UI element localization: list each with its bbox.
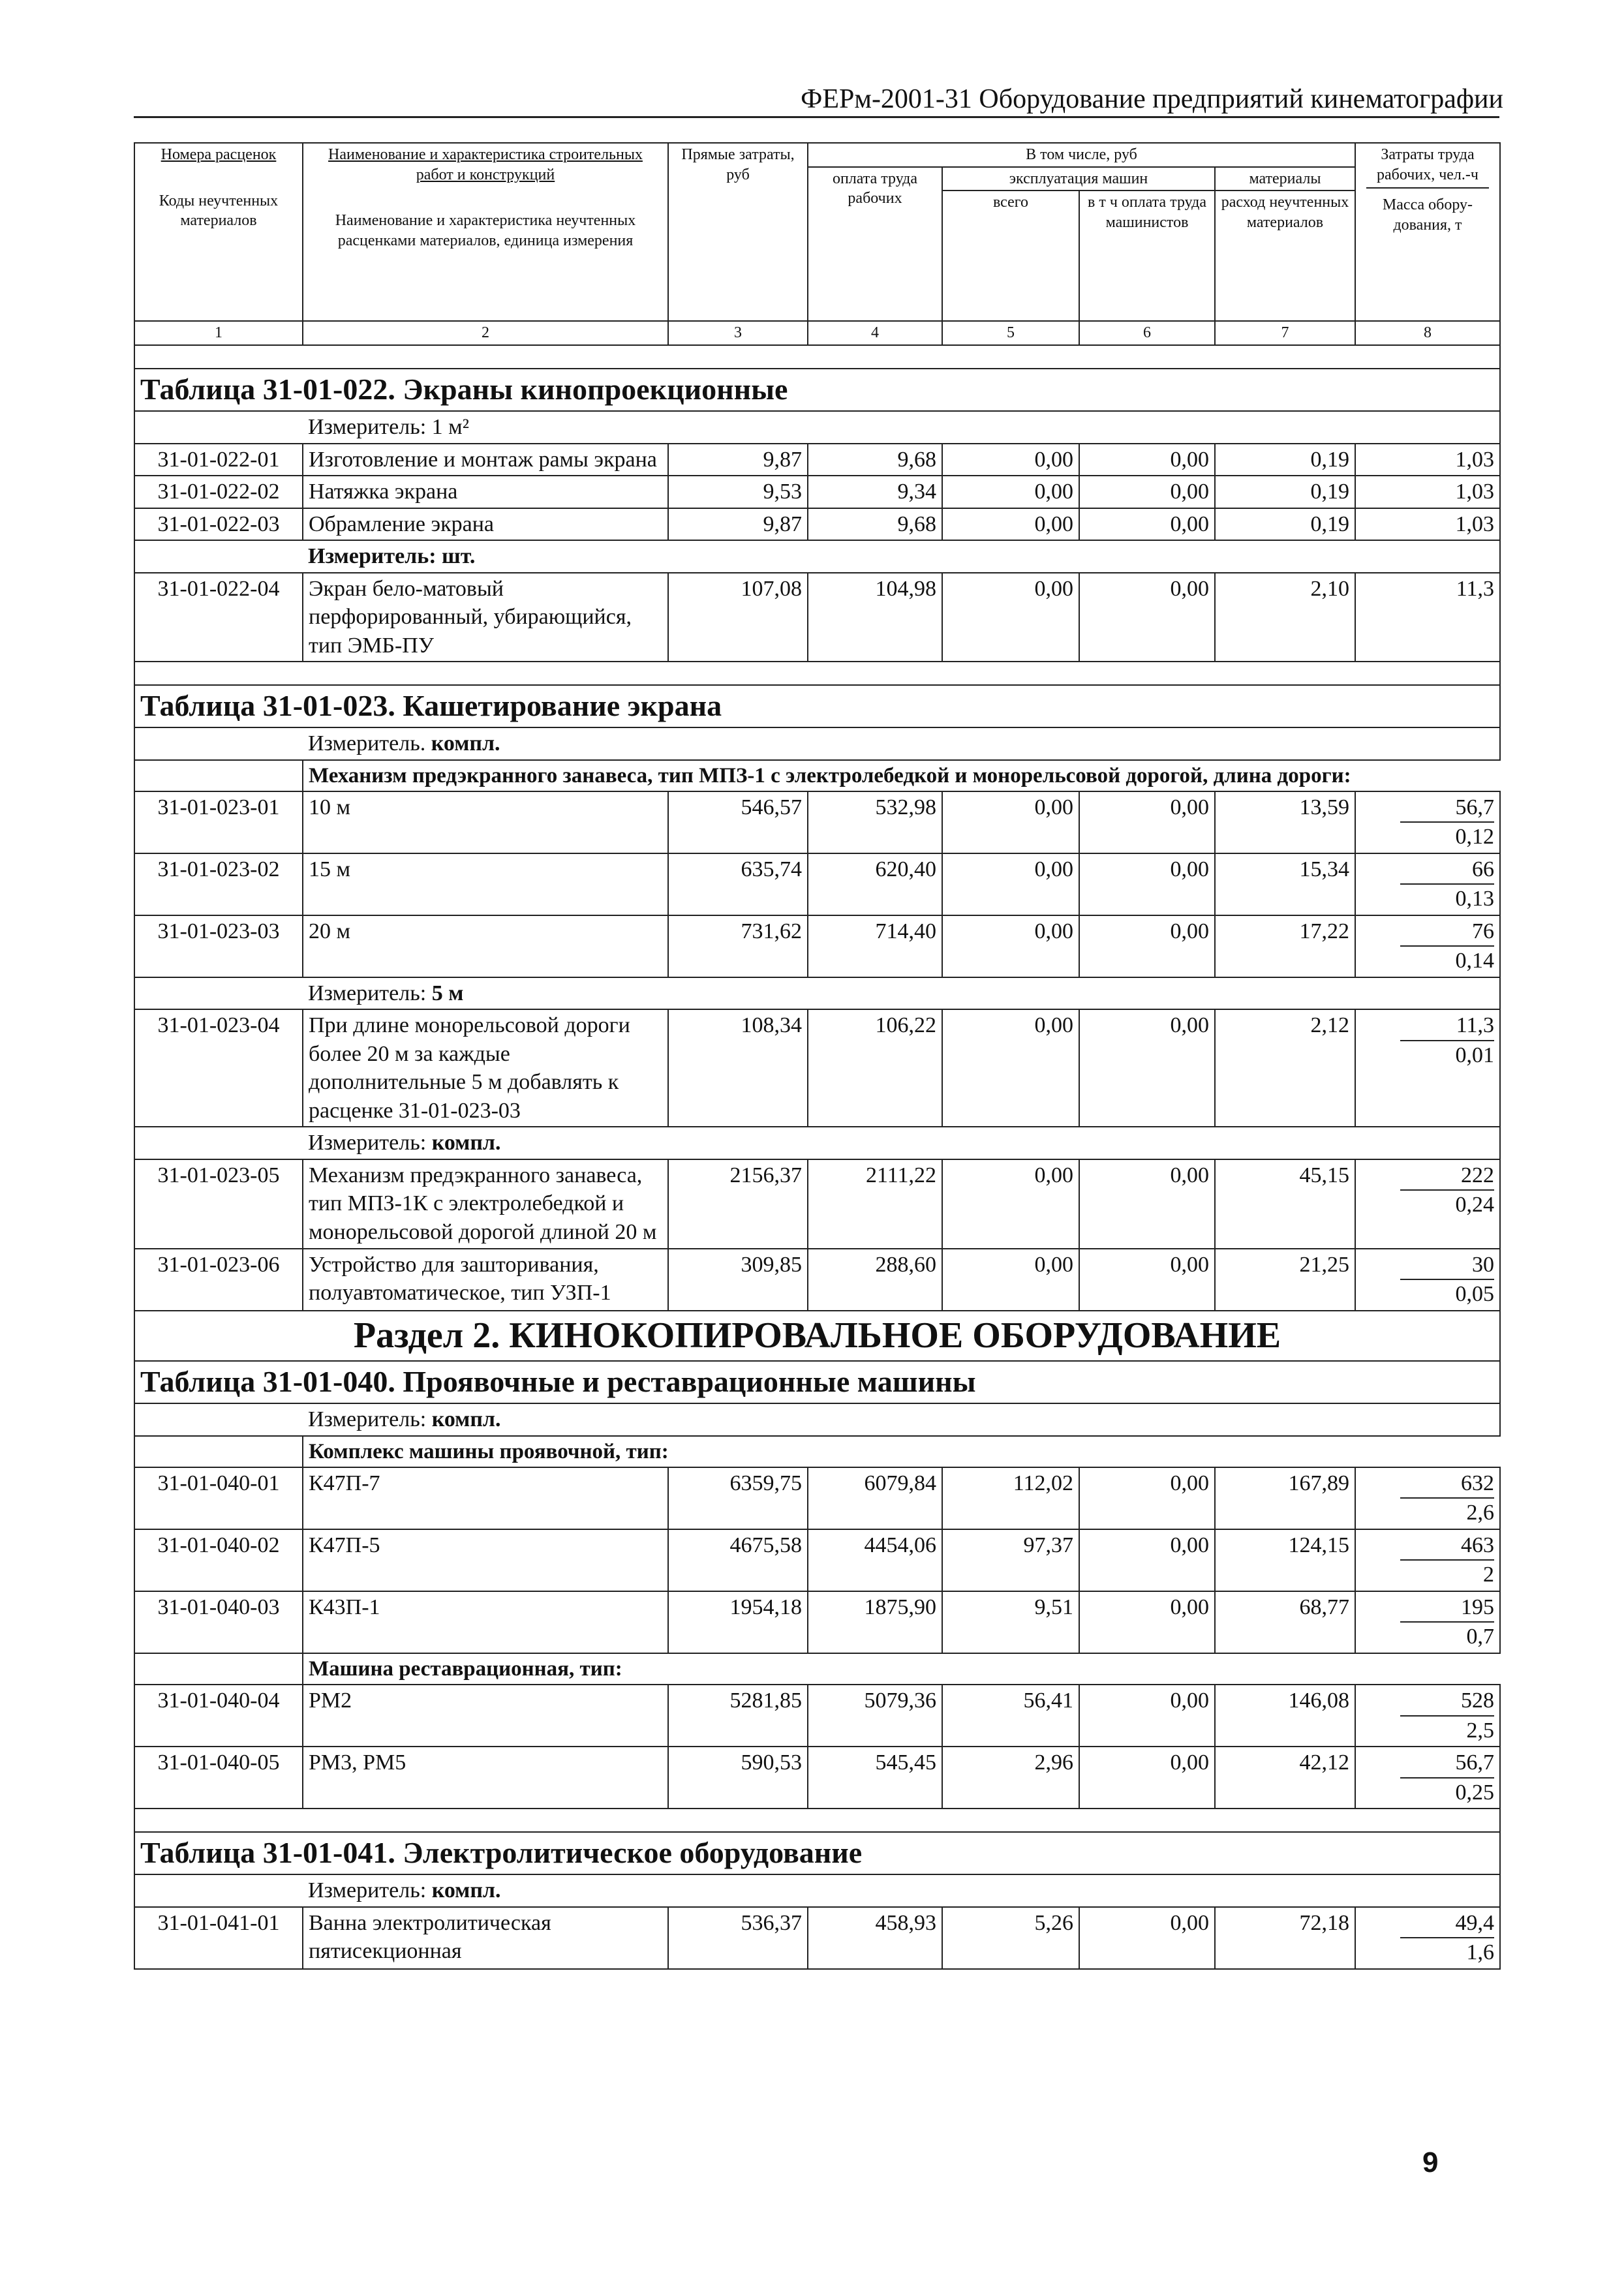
grp-blank: [134, 1436, 303, 1467]
cell-c3: 5281,85: [668, 1685, 808, 1747]
cell-c7: 42,12: [1215, 1747, 1355, 1809]
cell-c8: 1,03: [1355, 476, 1500, 508]
t041-rows: [134, 1907, 1500, 1969]
colnum: 5: [942, 321, 1079, 345]
t022-rows: [134, 444, 1500, 662]
cell-c8: 11,3: [1355, 573, 1500, 662]
rate-name: К47П-5: [303, 1529, 668, 1591]
measure-prefix: Измеритель:: [308, 1407, 427, 1432]
measure-unit: компл.: [431, 1878, 501, 1903]
table-title-022: Таблица 31-01-022. Экраны кинопроекционные: [134, 369, 1500, 411]
cell-c8: 1,03: [1355, 508, 1500, 541]
cell-c5: 112,02: [942, 1467, 1079, 1529]
table-title-023: Таблица 31-01-023. Кашетирование экрана: [134, 685, 1500, 727]
table-row: [134, 1467, 1500, 1529]
cell-c6: 0,00: [1079, 791, 1215, 853]
measure-unit: компл.: [431, 1131, 501, 1155]
cell-c7: 146,08: [1215, 1685, 1355, 1747]
table-row: [134, 853, 1500, 915]
rate-name: Экран бело-матовый перфорированный, убирающийся, тип ЭМБ-ПУ: [303, 573, 668, 662]
cell-c6: 0,00: [1079, 573, 1215, 662]
exp-header: эксплуатация машин: [942, 167, 1215, 191]
labor-value: 463: [1400, 1531, 1494, 1561]
col1-top: Номера расценок: [161, 146, 277, 163]
col4-header: оплата труда рабочих: [808, 167, 942, 322]
rate-code: 31-01-040-02: [134, 1529, 303, 1591]
spacer: [134, 1809, 1500, 1832]
table-row: [134, 915, 1500, 977]
cell-c8: 1,03: [1355, 444, 1500, 476]
cell-c5: 56,41: [942, 1685, 1079, 1747]
cell-c6: 0,00: [1079, 1685, 1215, 1747]
rate-name: При длине монорельсовой дороги более 20 м за каждые дополнительные 5 м добавлять к расценке 31-01-023-03: [303, 1009, 668, 1127]
rate-name: Натяжка экрана: [303, 476, 668, 508]
cell-c5: 0,00: [942, 853, 1079, 915]
rate-code: 31-01-022-01: [134, 444, 303, 476]
col2-top: Наименование и характеристика строительных работ и конструкций: [328, 146, 643, 183]
cell-c5: 0,00: [942, 915, 1079, 977]
group-label-040-2: Машина реставрационная, тип:: [303, 1653, 1500, 1685]
cell-c7: 15,34: [1215, 853, 1355, 915]
cell-c7: 13,59: [1215, 791, 1355, 853]
rate-code: 31-01-023-01: [134, 791, 303, 853]
cell-c4: 9,34: [808, 476, 942, 508]
cell-c8: [1355, 1591, 1500, 1653]
cell-c7: 0,19: [1215, 476, 1355, 508]
cell-c6: 0,00: [1079, 915, 1215, 977]
meas-blank: [134, 1874, 303, 1907]
table-row: [134, 444, 1500, 476]
table-row: [134, 1249, 1500, 1311]
cell-c5: 9,51: [942, 1591, 1079, 1653]
colnum: 2: [303, 321, 668, 345]
cell-c8: [1355, 791, 1500, 853]
col5-header: всего: [942, 191, 1079, 321]
cell-c3: 731,62: [668, 915, 808, 977]
rate-code: 31-01-040-04: [134, 1685, 303, 1747]
mass-value: 0,14: [1455, 949, 1494, 973]
cell-c3: 635,74: [668, 853, 808, 915]
cell-c4: 288,60: [808, 1249, 942, 1311]
labor-value: 66: [1400, 855, 1494, 885]
cell-c3: 9,87: [668, 508, 808, 541]
col1-header: [134, 143, 303, 321]
measure-023-2: [303, 977, 1500, 1010]
table-row: [134, 1159, 1500, 1249]
cell-c4: 106,22: [808, 1009, 942, 1127]
measure-prefix: Измеритель:: [308, 1878, 427, 1903]
mass-value: 0,05: [1455, 1282, 1494, 1307]
cell-c5: 97,37: [942, 1529, 1079, 1591]
measure-022-1: Измеритель: 1 м²: [303, 411, 1500, 444]
header-row-1: [134, 143, 1500, 167]
cell-c7: 45,15: [1215, 1159, 1355, 1249]
cell-c3: 4675,58: [668, 1529, 808, 1591]
colnum: 8: [1355, 321, 1500, 345]
cell-c4: 458,93: [808, 1907, 942, 1969]
cell-c5: 0,00: [942, 1159, 1079, 1249]
cell-c4: 6079,84: [808, 1467, 942, 1529]
table-row: [134, 1009, 1500, 1127]
colnum: 6: [1079, 321, 1215, 345]
cell-c6: 0,00: [1079, 508, 1215, 541]
meas-blank: [134, 977, 303, 1010]
group-label-023: Механизм предэкранного занавеса, тип МПЗ-1 с электролебедкой и монорельсовой дорогой, длина дороги:: [303, 760, 1500, 791]
measure-unit: 5 м: [431, 981, 464, 1005]
mass-value: 0,7: [1466, 1625, 1494, 1649]
meas-blank: [134, 1127, 303, 1159]
cell-c3: 536,37: [668, 1907, 808, 1969]
cell-c5: 0,00: [942, 476, 1079, 508]
cell-c8: [1355, 1249, 1500, 1311]
cell-c7: 21,25: [1215, 1249, 1355, 1311]
cell-c7: 2,12: [1215, 1009, 1355, 1127]
meas-blank: [134, 411, 303, 444]
rate-code: 31-01-040-05: [134, 1747, 303, 1809]
mass-value: 0,24: [1455, 1193, 1494, 1217]
measure-prefix: Измеритель:: [308, 1131, 427, 1155]
spacer: [134, 345, 1500, 369]
group-header: В том числе, руб: [808, 143, 1355, 167]
rate-code: 31-01-040-01: [134, 1467, 303, 1529]
table-row: [134, 1685, 1500, 1747]
rate-code: 31-01-040-03: [134, 1591, 303, 1653]
cell-c3: 9,53: [668, 476, 808, 508]
mass-value: 0,12: [1455, 825, 1494, 849]
mass-value: 1,6: [1466, 1940, 1494, 1965]
cell-c3: 6359,75: [668, 1467, 808, 1529]
rates-table: [134, 142, 1501, 1970]
cell-c8: [1355, 1009, 1500, 1127]
rate-code: 31-01-022-02: [134, 476, 303, 508]
rate-name: РМ2: [303, 1685, 668, 1747]
cell-c3: 590,53: [668, 1747, 808, 1809]
mat-header: материалы: [1215, 167, 1355, 191]
measure-041-1: [303, 1874, 1500, 1907]
rate-code: 31-01-023-05: [134, 1159, 303, 1249]
colnum: 7: [1215, 321, 1355, 345]
cell-c3: 546,57: [668, 791, 808, 853]
table-row: [134, 573, 1500, 662]
cell-c3: 108,34: [668, 1009, 808, 1127]
labor-value: 30: [1400, 1251, 1494, 1281]
rate-name: Ванна электролитическая пятисекционная: [303, 1907, 668, 1969]
col8-top: Затраты труда рабочих, чел.-ч: [1366, 145, 1489, 189]
section-title: Раздел 2. КИНОКОПИРОВАЛЬНОЕ ОБОРУДОВАНИЕ: [134, 1311, 1500, 1362]
group-label-040-1: Комплекс машины проявочной, тип:: [303, 1436, 1500, 1467]
cell-c3: 309,85: [668, 1249, 808, 1311]
table-row: [134, 1747, 1500, 1809]
cell-c5: 0,00: [942, 1009, 1079, 1127]
rate-code: 31-01-023-06: [134, 1249, 303, 1311]
cell-c6: 0,00: [1079, 1467, 1215, 1529]
rate-name: К43П-1: [303, 1591, 668, 1653]
rate-code: 31-01-023-02: [134, 853, 303, 915]
col1-bottom: Коды неучтенных материалов: [159, 192, 279, 230]
cell-c8: [1355, 915, 1500, 977]
measure-prefix: Измеритель.: [308, 731, 426, 756]
rate-code: 31-01-023-04: [134, 1009, 303, 1127]
cell-c4: 5079,36: [808, 1685, 942, 1747]
measure-023-1: [303, 727, 1500, 760]
table-row: [134, 1907, 1500, 1969]
column-numbers-row: [134, 321, 1500, 345]
measure-040-1: [303, 1403, 1500, 1436]
labor-value: 11,3: [1400, 1011, 1494, 1041]
cell-c6: 0,00: [1079, 1249, 1215, 1311]
cell-c4: 9,68: [808, 508, 942, 541]
labor-value: 76: [1400, 917, 1494, 947]
cell-c8: [1355, 1685, 1500, 1747]
mass-value: 2,5: [1466, 1718, 1494, 1743]
cell-c3: 107,08: [668, 573, 808, 662]
measure-unit: компл.: [431, 731, 500, 756]
measure-unit: компл.: [431, 1407, 501, 1432]
cell-c6: 0,00: [1079, 1591, 1215, 1653]
measure-023-3: [303, 1127, 1500, 1159]
cell-c6: 0,00: [1079, 1747, 1215, 1809]
cell-c8: [1355, 1529, 1500, 1591]
cell-c5: 0,00: [942, 1249, 1079, 1311]
table-title-041: Таблица 31-01-041. Электролитическое оборудование: [134, 1832, 1500, 1874]
cell-c5: 0,00: [942, 444, 1079, 476]
cell-c7: 17,22: [1215, 915, 1355, 977]
meas-blank: [134, 540, 303, 573]
measure-022-2: Измеритель: шт.: [303, 540, 1500, 573]
colnum: 3: [668, 321, 808, 345]
cell-c7: 68,77: [1215, 1591, 1355, 1653]
cell-c8: [1355, 1159, 1500, 1249]
meas-blank: [134, 727, 303, 760]
labor-value: 56,7: [1400, 793, 1494, 823]
colnum: 1: [134, 321, 303, 345]
cell-c7: 72,18: [1215, 1907, 1355, 1969]
spacer: [134, 662, 1500, 685]
labor-value: 195: [1400, 1593, 1494, 1623]
cell-c3: 9,87: [668, 444, 808, 476]
cell-c8: [1355, 853, 1500, 915]
rate-name: Механизм предэкранного занавеса, тип МПЗ-1К с электролебедкой и монорельсовой дорогой длиной 20 м: [303, 1159, 668, 1249]
rate-name: 15 м: [303, 853, 668, 915]
cell-c5: 2,96: [942, 1747, 1079, 1809]
cell-c4: 104,98: [808, 573, 942, 662]
rate-name: Изготовление и монтаж рамы экрана: [303, 444, 668, 476]
rate-name: Обрамление экрана: [303, 508, 668, 541]
cell-c8: [1355, 1907, 1500, 1969]
rate-name: 20 м: [303, 915, 668, 977]
t040-rows: [134, 1467, 1500, 1809]
cell-c5: 0,00: [942, 573, 1079, 662]
rate-name: 10 м: [303, 791, 668, 853]
col8-header: [1355, 143, 1500, 321]
cell-c7: 167,89: [1215, 1467, 1355, 1529]
cell-c5: 0,00: [942, 791, 1079, 853]
table-row: [134, 791, 1500, 853]
col8-bottom: Масса обору-дования, т: [1382, 196, 1473, 234]
labor-value: 528: [1400, 1687, 1494, 1717]
table-row: [134, 476, 1500, 508]
cell-c6: 0,00: [1079, 853, 1215, 915]
mass-value: 0,25: [1455, 1780, 1494, 1805]
cell-c7: 124,15: [1215, 1529, 1355, 1591]
col3-header: Прямые затраты, руб: [668, 143, 808, 321]
cell-c7: 2,10: [1215, 573, 1355, 662]
cell-c5: 5,26: [942, 1907, 1079, 1969]
rate-name: К47П-7: [303, 1467, 668, 1529]
cell-c6: 0,00: [1079, 1009, 1215, 1127]
mass-value: 2,6: [1466, 1501, 1494, 1525]
cell-c4: 4454,06: [808, 1529, 942, 1591]
table-title-040: Таблица 31-01-040. Проявочные и реставрационные машины: [134, 1361, 1500, 1403]
col7-header: расход неучтенных материалов: [1215, 191, 1355, 321]
labor-value: 222: [1400, 1161, 1494, 1191]
table-row: [134, 1591, 1500, 1653]
cell-c4: 532,98: [808, 791, 942, 853]
mass-value: 0,13: [1455, 887, 1494, 911]
t023-rows: [134, 791, 1500, 1311]
cell-c8: [1355, 1467, 1500, 1529]
mass-value: 2: [1483, 1563, 1494, 1587]
labor-value: 49,4: [1400, 1909, 1494, 1939]
cell-c5: 0,00: [942, 508, 1079, 541]
rate-code: 31-01-023-03: [134, 915, 303, 977]
cell-c4: 545,45: [808, 1747, 942, 1809]
cell-c6: 0,00: [1079, 476, 1215, 508]
page-number: 9: [1422, 2146, 1439, 2178]
labor-value: 632: [1400, 1469, 1494, 1499]
rate-code: 31-01-041-01: [134, 1907, 303, 1969]
grp-blank: [134, 760, 303, 791]
cell-c4: 1875,90: [808, 1591, 942, 1653]
col2-header: [303, 143, 668, 321]
rate-name: РМ3, РМ5: [303, 1747, 668, 1809]
cell-c8: [1355, 1747, 1500, 1809]
page-header-title: ФЕРм-2001-31 Оборудование предприятий кинематографии: [801, 84, 1503, 114]
cell-c6: 0,00: [1079, 1907, 1215, 1969]
cell-c3: 1954,18: [668, 1591, 808, 1653]
cell-c3: 2156,37: [668, 1159, 808, 1249]
cell-c4: 2111,22: [808, 1159, 942, 1249]
table-row: [134, 508, 1500, 541]
cell-c4: 714,40: [808, 915, 942, 977]
table-row: [134, 1529, 1500, 1591]
measure-prefix: Измеритель:: [308, 981, 427, 1005]
cell-c7: 0,19: [1215, 444, 1355, 476]
header-rule: [134, 116, 1499, 118]
cell-c6: 0,00: [1079, 444, 1215, 476]
col2-bottom: Наименование и характеристика неучтенных расценками материалов, единица измерения: [335, 212, 636, 250]
meas-blank: [134, 1403, 303, 1436]
cell-c6: 0,00: [1079, 1529, 1215, 1591]
labor-value: 56,7: [1400, 1748, 1494, 1779]
colnum: 4: [808, 321, 942, 345]
rate-name: Устройство для зашторивания, полуавтоматическое, тип УЗП-1: [303, 1249, 668, 1311]
cell-c4: 620,40: [808, 853, 942, 915]
cell-c4: 9,68: [808, 444, 942, 476]
cell-c7: 0,19: [1215, 508, 1355, 541]
rate-code: 31-01-022-03: [134, 508, 303, 541]
cell-c6: 0,00: [1079, 1159, 1215, 1249]
rate-code: 31-01-022-04: [134, 573, 303, 662]
mass-value: 0,01: [1455, 1043, 1494, 1067]
col6-header: в т ч оплата труда машинистов: [1079, 191, 1215, 321]
grp-blank: [134, 1653, 303, 1685]
